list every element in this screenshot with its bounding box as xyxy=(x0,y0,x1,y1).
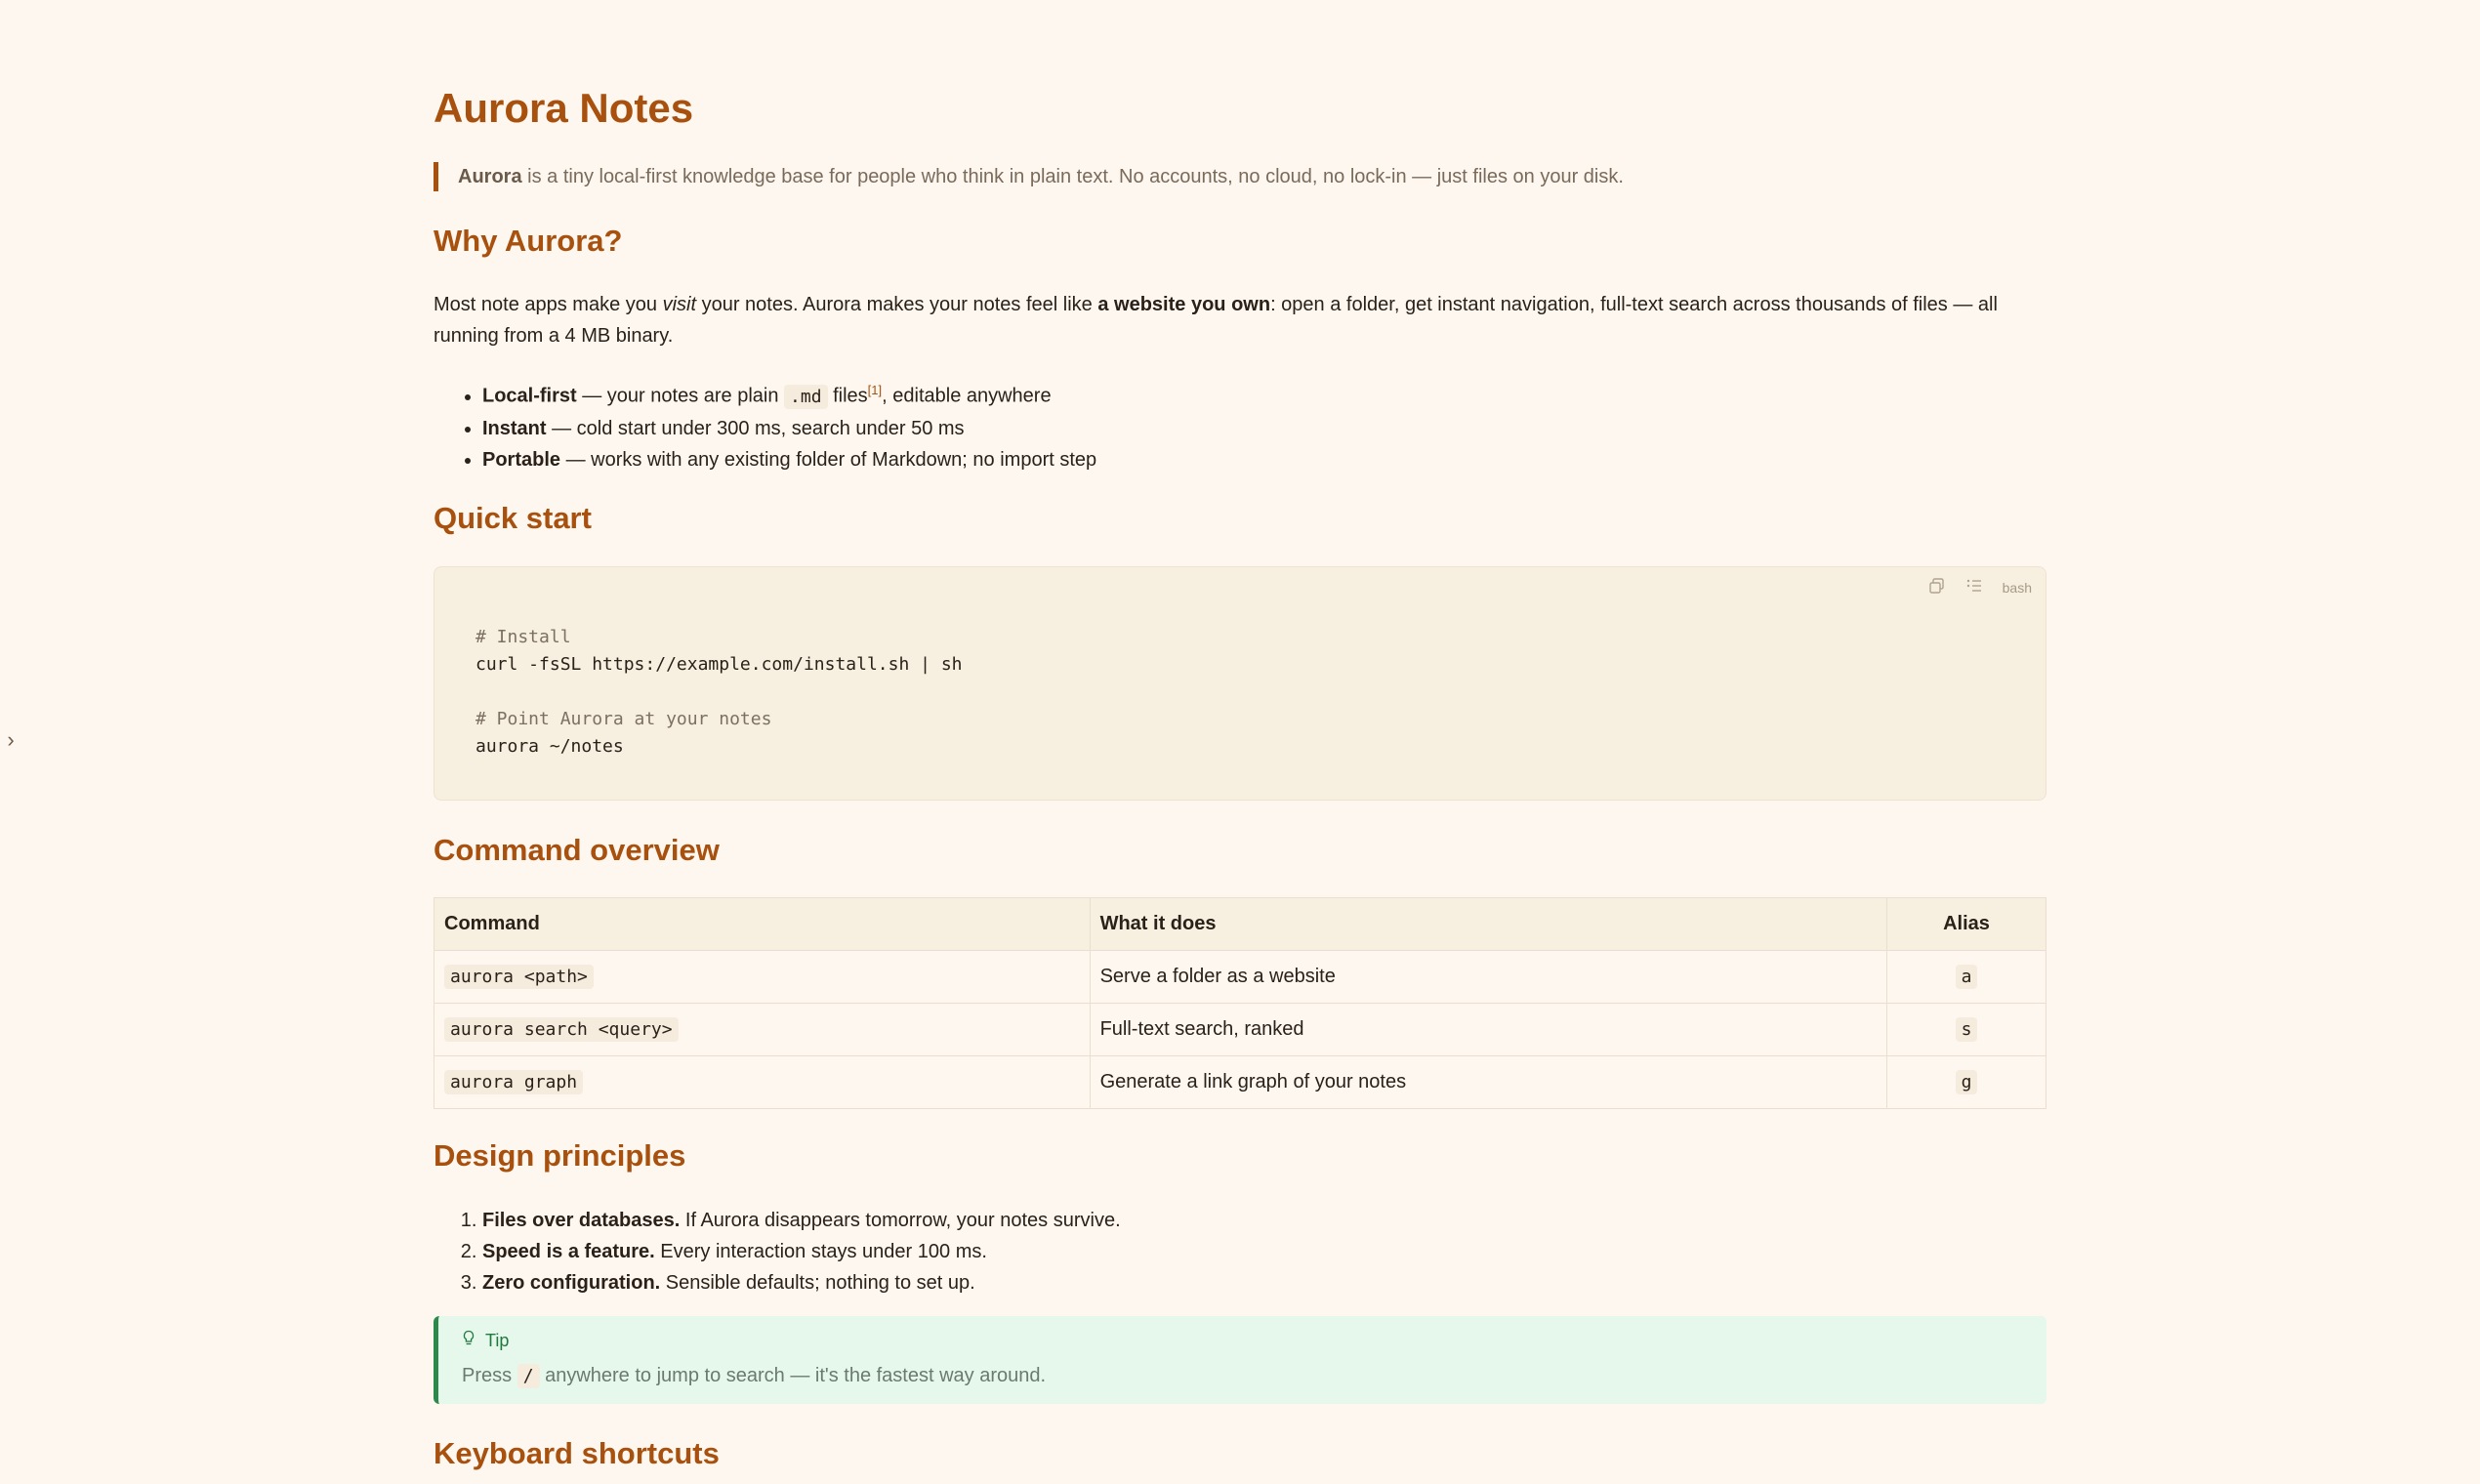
list-item xyxy=(482,1267,1121,1298)
principle-title: Files over databases. xyxy=(482,1210,681,1231)
table-cell: Serve a folder as a website xyxy=(1090,951,1886,1004)
heading-design-principles: Design principles xyxy=(434,1138,686,1173)
principles-list xyxy=(434,1205,1121,1298)
feature-title: Portable xyxy=(482,448,561,471)
list-icon[interactable] xyxy=(1965,577,1983,598)
list-item xyxy=(482,1205,1121,1236)
tip-key: / xyxy=(517,1364,540,1388)
lead-strong: Aurora xyxy=(458,166,522,187)
tip-text: Press xyxy=(462,1365,517,1386)
feature-list xyxy=(434,375,1096,475)
feature-text: files xyxy=(827,385,868,407)
tip-label: Tip xyxy=(485,1331,510,1350)
page-title: Aurora Notes xyxy=(434,85,694,131)
main-content xyxy=(434,78,2046,1470)
feature-text: — cold start under 300 ms, search under 50 ms xyxy=(546,417,965,439)
intro-text-2: your notes. Aurora makes your notes feel like xyxy=(696,294,1098,315)
feature-text: , editable anywhere xyxy=(882,385,1052,407)
heading-keyboard-shortcuts: Keyboard shortcuts xyxy=(434,1436,720,1470)
intro-strong: a website you own xyxy=(1097,294,1271,315)
tip-header xyxy=(462,1330,509,1352)
list-item xyxy=(482,375,1096,413)
table-row xyxy=(434,1056,2046,1109)
code-comment: # Install xyxy=(475,627,571,647)
list-item xyxy=(482,413,1096,444)
code-toolbar xyxy=(1928,577,2032,598)
heading-quick-start: Quick start xyxy=(434,501,592,535)
copy-icon[interactable] xyxy=(1928,577,1946,598)
lead-text: is a tiny local-first knowledge base for people who think in plain text. No accounts, no cloud, no lock-in — just files on your disk. xyxy=(521,166,1624,187)
list-item xyxy=(482,1236,1121,1267)
command-code: aurora graph xyxy=(444,1070,583,1094)
lightbulb-icon xyxy=(462,1330,475,1352)
intro-text-1: Most note apps make you xyxy=(434,294,663,315)
table-cell xyxy=(434,1056,1091,1109)
code-line: aurora ~/notes xyxy=(475,736,624,757)
tip-text: anywhere to jump to search — it's the fastest way around. xyxy=(539,1365,1047,1386)
lead-blockquote xyxy=(434,162,2046,191)
table-cell xyxy=(434,1004,1091,1056)
inline-code: .md xyxy=(784,385,828,409)
intro-paragraph xyxy=(434,289,2046,351)
code-content xyxy=(475,624,963,761)
principle-text: Every interaction stays under 100 ms. xyxy=(654,1241,987,1262)
heading-why-aurora: Why Aurora? xyxy=(434,224,623,258)
alias-code: a xyxy=(1956,965,1978,989)
tip-callout xyxy=(434,1316,2046,1404)
principle-text: If Aurora disappears tomorrow, your notes survive. xyxy=(680,1210,1121,1231)
principle-text: Sensible defaults; nothing to set up. xyxy=(660,1272,975,1294)
table-cell xyxy=(1887,1056,2046,1109)
code-language-label: bash xyxy=(2002,579,2032,596)
feature-title: Instant xyxy=(482,417,547,439)
table-row xyxy=(434,951,2046,1004)
table-cell: Generate a link graph of your notes xyxy=(1090,1056,1886,1109)
tip-body xyxy=(462,1365,1046,1387)
table-cell xyxy=(434,951,1091,1004)
command-code: aurora <path> xyxy=(444,965,594,989)
heading-command-overview: Command overview xyxy=(434,833,720,867)
footnote-link[interactable]: [1] xyxy=(867,383,883,397)
table-row xyxy=(434,1004,2046,1056)
alias-code: g xyxy=(1956,1070,1978,1094)
table-cell xyxy=(1887,1004,2046,1056)
table-cell: Full-text search, ranked xyxy=(1090,1004,1886,1056)
intro-emphasis: visit xyxy=(662,294,697,315)
principle-title: Speed is a feature. xyxy=(482,1241,655,1262)
table-cell xyxy=(1887,951,2046,1004)
alias-code: s xyxy=(1956,1017,1978,1042)
column-header: What it does xyxy=(1090,898,1886,951)
principle-title: Zero configuration. xyxy=(482,1272,661,1294)
sidebar-toggle-chevron-right-icon[interactable]: › xyxy=(7,727,15,752)
column-header: Command xyxy=(434,898,1091,951)
feature-text: — your notes are plain xyxy=(576,385,785,407)
code-comment: # Point Aurora at your notes xyxy=(475,709,772,729)
feature-text: — works with any existing folder of Markdown; no import step xyxy=(560,448,1097,471)
code-block xyxy=(434,566,2046,801)
command-code: aurora search <query> xyxy=(444,1017,679,1042)
list-item xyxy=(482,444,1096,475)
column-header: Alias xyxy=(1887,898,2046,951)
intro-text-3: : open a folder, get instant navigation, full-text search across thousands of files — all running from a 4 MB binary. xyxy=(434,294,1998,347)
code-line: curl -fsSL https://example.com/install.sh | sh xyxy=(475,654,963,675)
command-table xyxy=(434,897,2046,1109)
table-header-row xyxy=(434,898,2046,951)
feature-title: Local-first xyxy=(482,385,577,407)
